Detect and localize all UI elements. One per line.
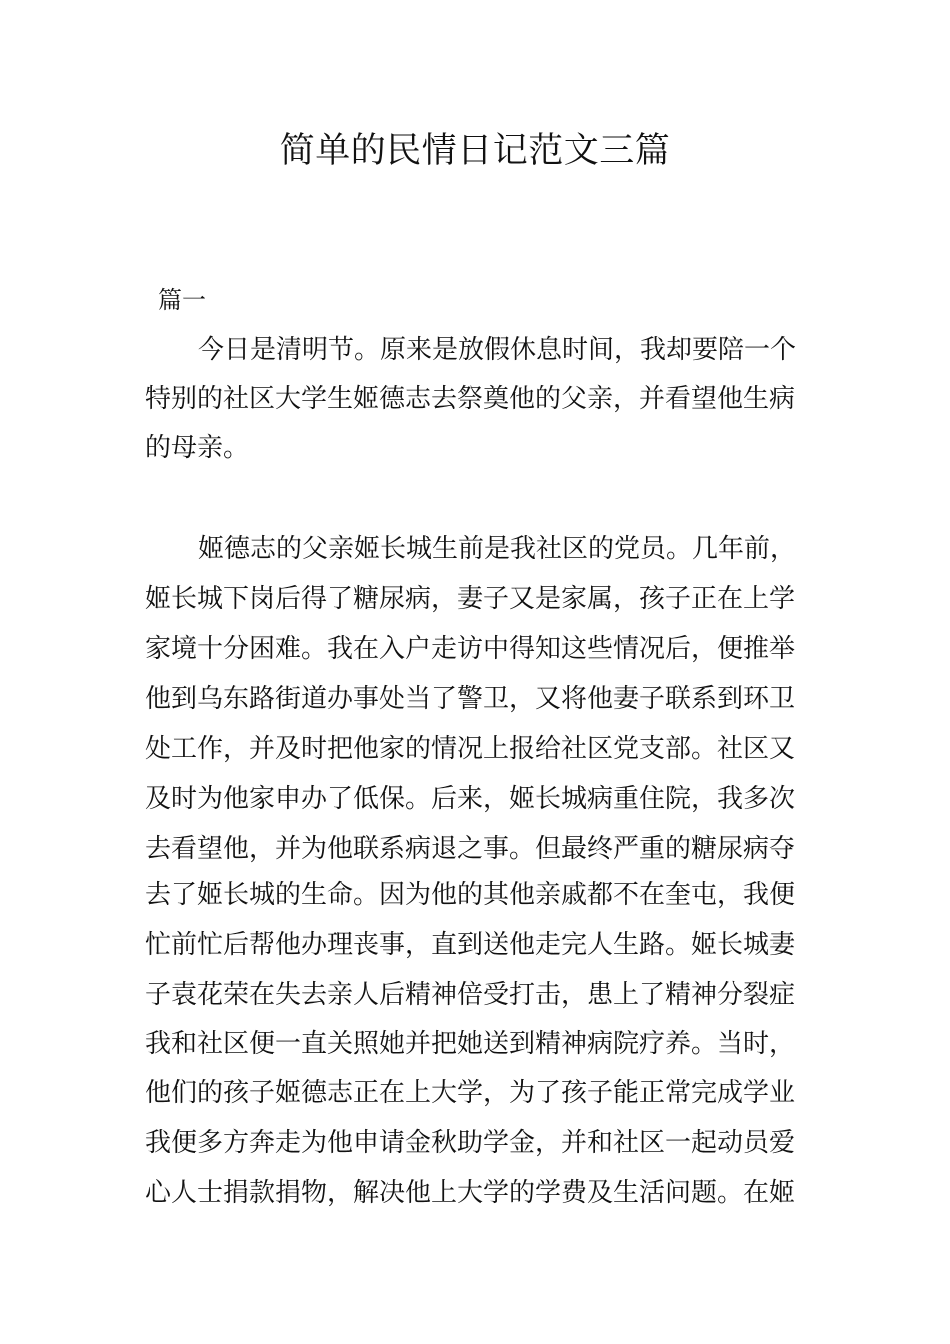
paragraph-line: 姬德志的父亲姬长城生前是我社区的党员。几年前，: [198, 534, 797, 564]
paragraph-line: 我和社区便一直关照她并把她送到精神病院疗养。当时，: [145, 1029, 796, 1059]
paragraph-line: 我便多方奔走为他申请金秋助学金，并和社区一起动员爱: [145, 1128, 796, 1158]
paragraph-line: 心人士捐款捐物，解决他上大学的学费及生活问题。在姬: [145, 1178, 796, 1208]
paragraph-line: 的母亲。: [145, 433, 250, 463]
paragraph-line: 他们的孩子姬德志正在上大学，为了孩子能正常完成学业: [145, 1078, 796, 1108]
paragraph-line: 特别的社区大学生姬德志去祭奠他的父亲，并看望他生病: [145, 384, 796, 414]
paragraph-line: 今日是清明节。原来是放假休息时间，我却要陪一个: [198, 335, 797, 365]
paragraph-line: 忙前忙后帮他办理丧事，直到送他走完人生路。姬长城妻: [145, 930, 796, 960]
paragraph-line: 家境十分困难。我在入户走访中得知这些情况后，便推举: [145, 634, 796, 664]
document-title: 简单的民情日记范文三篇: [279, 131, 671, 171]
paragraph-line: 他到乌东路街道办事处当了警卫，又将他妻子联系到环卫: [145, 684, 796, 714]
section-label: 篇一: [158, 286, 206, 314]
paragraph-line: 去看望他，并为他联系病退之事。但最终严重的糖尿病夺: [145, 834, 796, 864]
paragraph-line: 去了姬长城的生命。因为他的其他亲戚都不在奎屯，我便: [145, 880, 796, 910]
paragraph-line: 子袁花荣在失去亲人后精神倍受打击，患上了精神分裂症: [145, 980, 796, 1010]
paragraph-line: 处工作，并及时把他家的情况上报给社区党支部。社区又: [145, 734, 796, 764]
paragraph-line: 姬长城下岗后得了糖尿病，妻子又是家属，孩子正在上学: [145, 584, 796, 614]
paragraph-line: 及时为他家申办了低保。后来，姬长城病重住院，我多次: [145, 784, 796, 814]
